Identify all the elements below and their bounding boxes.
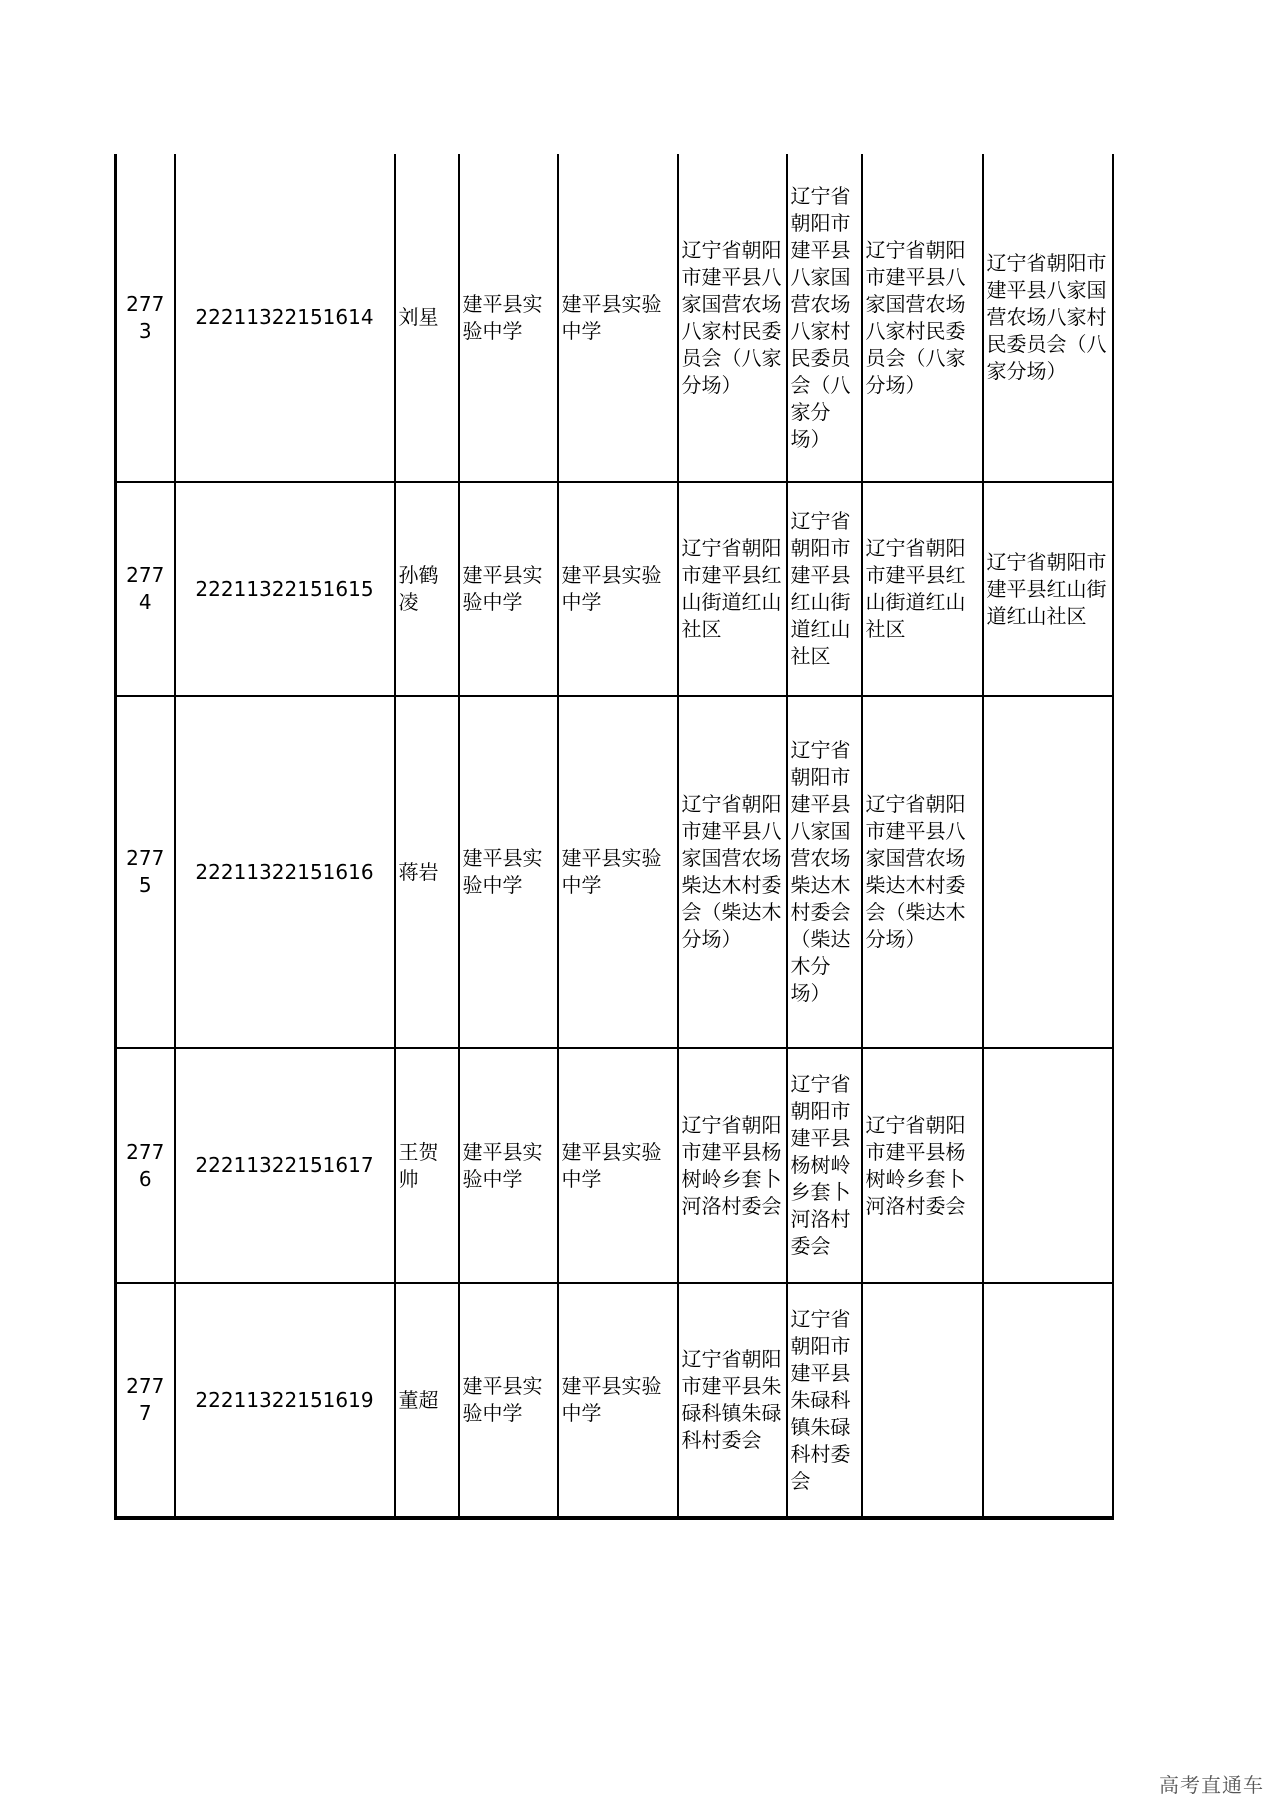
row-ticket-number: 22211322151616 bbox=[175, 696, 395, 1048]
row-address-1: 辽宁省朝阳市建平县红山街道红山社区 bbox=[678, 482, 787, 696]
row-address-4 bbox=[983, 696, 1113, 1048]
row-school-b: 建平县实验中学 bbox=[558, 1048, 678, 1283]
row-school-a: 建平县实验中学 bbox=[459, 482, 558, 696]
row-address-2: 辽宁省朝阳市建平县八家国营农场柴达木村委会（柴达木分场） bbox=[787, 696, 862, 1048]
table-row bbox=[116, 482, 1113, 696]
row-name: 孙鹤凌 bbox=[395, 482, 459, 696]
table-row bbox=[116, 1283, 1113, 1518]
row-address-2: 辽宁省朝阳市建平县杨树岭乡套卜河洛村委会 bbox=[787, 1048, 862, 1283]
row-school-b: 建平县实验中学 bbox=[558, 696, 678, 1048]
row-address-4 bbox=[983, 1283, 1113, 1518]
table-row bbox=[116, 154, 1113, 482]
row-ticket-number: 22211322151615 bbox=[175, 482, 395, 696]
roster-table bbox=[114, 154, 1114, 1520]
watermark-text: 高考直通车 bbox=[1159, 1773, 1264, 1797]
row-address-1: 辽宁省朝阳市建平县杨树岭乡套卜河洛村委会 bbox=[678, 1048, 787, 1283]
row-address-3: 辽宁省朝阳市建平县八家国营农场八家村民委员会（八家分场） bbox=[862, 154, 983, 482]
row-address-3: 辽宁省朝阳市建平县八家国营农场柴达木村委会（柴达木分场） bbox=[862, 696, 983, 1048]
row-seq: 2774 bbox=[116, 482, 175, 696]
row-address-2: 辽宁省朝阳市建平县朱碌科镇朱碌科村委会 bbox=[787, 1283, 862, 1518]
row-seq: 2773 bbox=[116, 154, 175, 482]
row-school-a: 建平县实验中学 bbox=[459, 154, 558, 482]
row-name: 董超 bbox=[395, 1283, 459, 1518]
row-school-a: 建平县实验中学 bbox=[459, 696, 558, 1048]
row-ticket-number: 22211322151617 bbox=[175, 1048, 395, 1283]
row-address-3 bbox=[862, 1283, 983, 1518]
row-school-a: 建平县实验中学 bbox=[459, 1048, 558, 1283]
row-seq: 2776 bbox=[116, 1048, 175, 1283]
row-name: 王贺帅 bbox=[395, 1048, 459, 1283]
row-address-3: 辽宁省朝阳市建平县杨树岭乡套卜河洛村委会 bbox=[862, 1048, 983, 1283]
row-school-a: 建平县实验中学 bbox=[459, 1283, 558, 1518]
row-school-b: 建平县实验中学 bbox=[558, 482, 678, 696]
row-address-1: 辽宁省朝阳市建平县朱碌科镇朱碌科村委会 bbox=[678, 1283, 787, 1518]
table-row bbox=[116, 696, 1113, 1048]
row-address-1: 辽宁省朝阳市建平县八家国营农场八家村民委员会（八家分场） bbox=[678, 154, 787, 482]
row-address-4: 辽宁省朝阳市建平县八家国营农场八家村民委员会（八家分场） bbox=[983, 154, 1113, 482]
row-address-2: 辽宁省朝阳市建平县红山街道红山社区 bbox=[787, 482, 862, 696]
row-school-b: 建平县实验中学 bbox=[558, 1283, 678, 1518]
row-address-4: 辽宁省朝阳市建平县红山街道红山社区 bbox=[983, 482, 1113, 696]
row-address-2: 辽宁省朝阳市建平县八家国营农场八家村民委员会（八家分场） bbox=[787, 154, 862, 482]
row-name: 刘星 bbox=[395, 154, 459, 482]
table-row bbox=[116, 1048, 1113, 1283]
row-ticket-number: 22211322151614 bbox=[175, 154, 395, 482]
row-ticket-number: 22211322151619 bbox=[175, 1283, 395, 1518]
row-name: 蒋岩 bbox=[395, 696, 459, 1048]
row-school-b: 建平县实验中学 bbox=[558, 154, 678, 482]
row-address-3: 辽宁省朝阳市建平县红山街道红山社区 bbox=[862, 482, 983, 696]
row-seq: 2775 bbox=[116, 696, 175, 1048]
row-address-4 bbox=[983, 1048, 1113, 1283]
row-address-1: 辽宁省朝阳市建平县八家国营农场柴达木村委会（柴达木分场） bbox=[678, 696, 787, 1048]
row-seq: 2777 bbox=[116, 1283, 175, 1518]
